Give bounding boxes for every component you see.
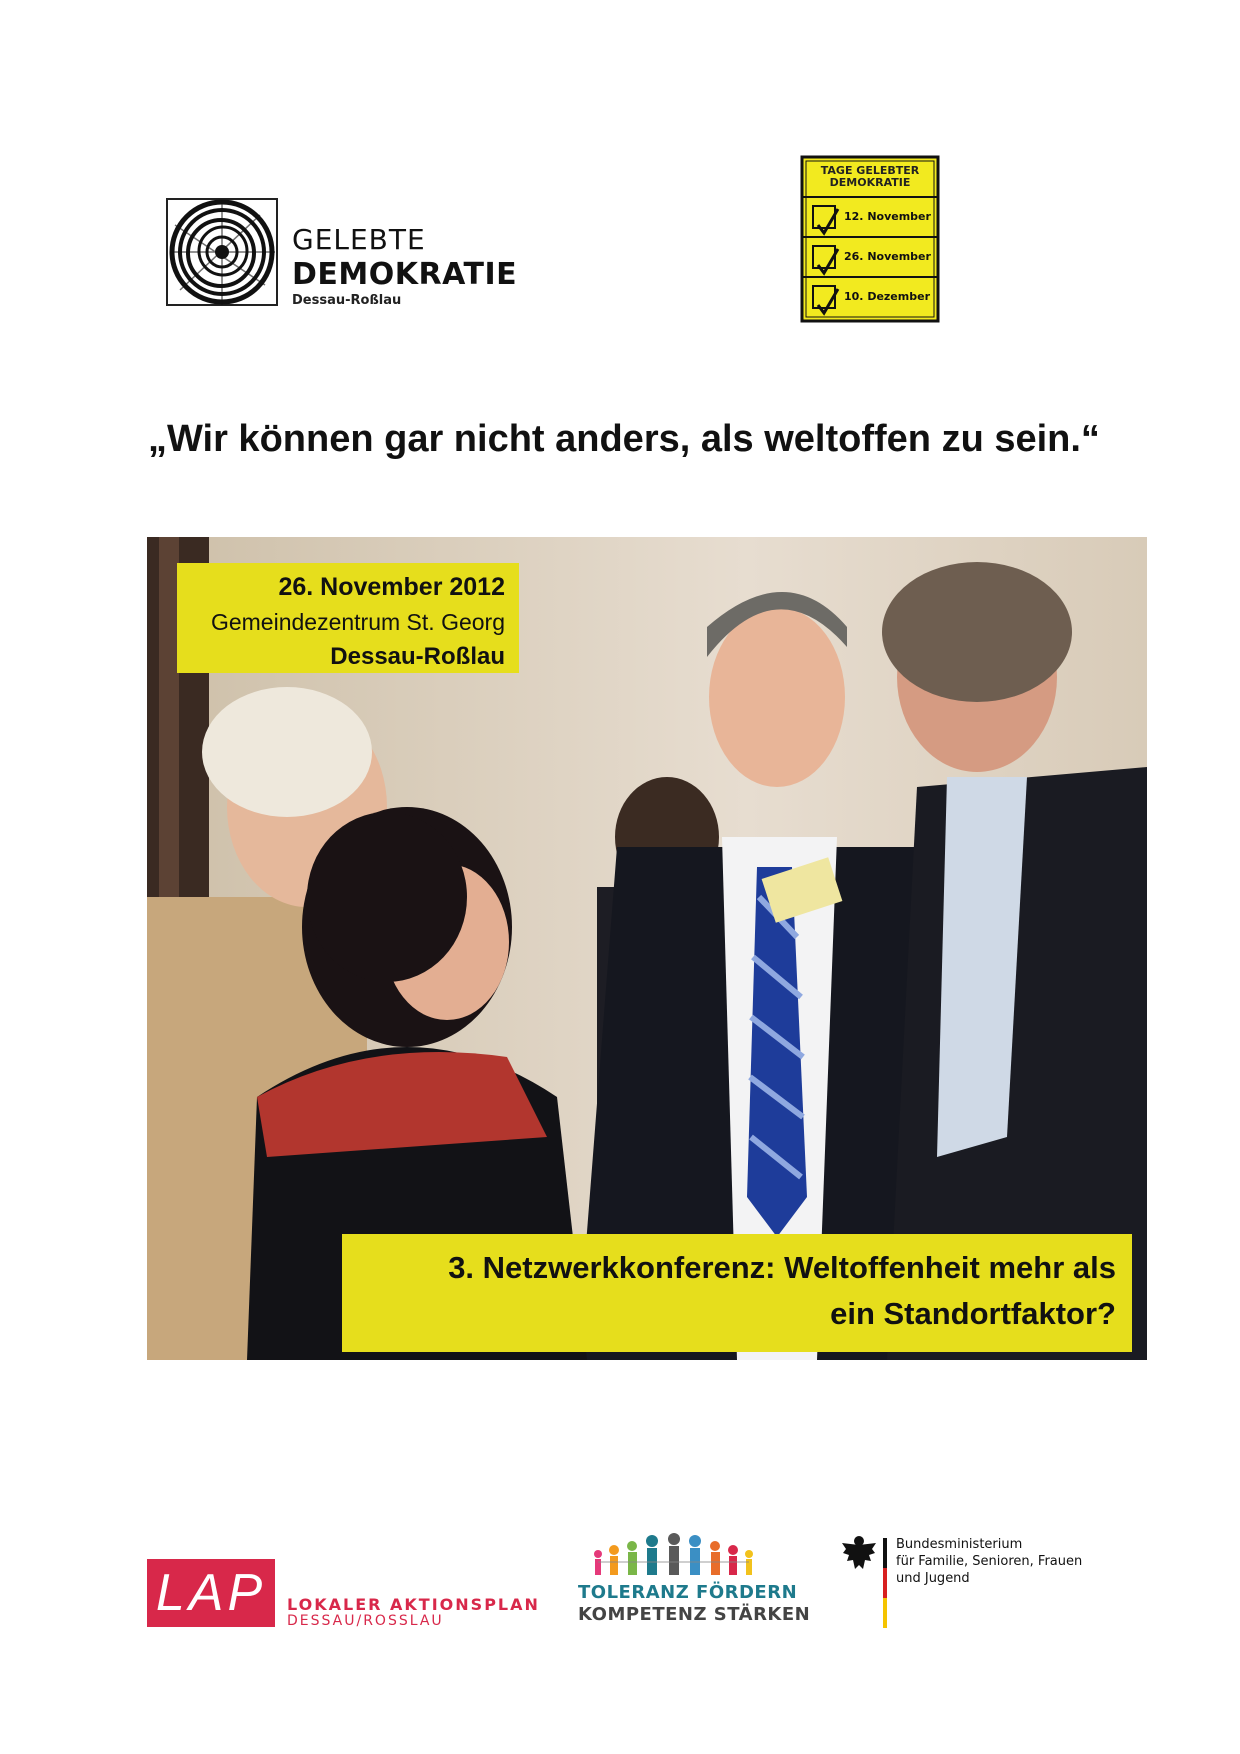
tage-gelebter-demokratie-logo [798,153,946,328]
lap-line1: LOKALER AKTIONSPLAN [287,1595,540,1614]
toleranz-line2: KOMPETENZ STÄRKEN [578,1604,811,1625]
checkbox-checked-icon [812,245,836,269]
tage-date-label: 26. November [844,250,931,263]
scribble-circle-icon [165,195,280,310]
logo-line-city: Dessau-Roßlau [292,293,402,308]
gelebte-demokratie-logo [165,195,518,315]
event-date-box [177,563,519,673]
german-flag-bar [883,1538,887,1628]
event-venue: Gemeindezentrum St. Georg [210,609,505,635]
ministry-logo [840,1533,1083,1633]
toleranz-logo [578,1532,811,1632]
checkbox-checked-icon [812,285,836,309]
tage-title [812,165,928,189]
conference-title-line2: ein Standortfaktor? [830,1296,1116,1331]
tage-date-row [810,241,934,273]
logo-line-demokratie: DEMOKRATIE [292,257,518,292]
tage-date-row [810,281,934,313]
headline-quote: „Wir können gar nicht anders, als weltoffen zu sein.“ [148,418,1100,460]
federal-eagle-icon [840,1533,878,1573]
lap-mark: LAP [155,1564,267,1622]
ministry-name [896,1536,1082,1587]
event-photo [147,537,1147,1360]
conference-title-line1: 3. Netzwerkkonferenz: Weltoffenheit mehr als [448,1250,1116,1285]
event-date: 26. November 2012 [278,573,505,601]
tage-date-row [810,201,934,233]
tage-title-line1: TAGE GELEBTER [820,164,920,177]
logo-line-gelebte: GELEBTE [292,223,426,256]
conference-title-box [342,1234,1132,1352]
toleranz-line1: TOLERANZ FÖRDERN [578,1582,798,1603]
lap-line2: DESSAU/ROSSLAU [287,1613,444,1629]
tage-date-label: 12. November [844,210,931,223]
tage-date-label: 10. Dezember [844,290,930,303]
people-chain-icon [578,1532,768,1582]
checkbox-checked-icon [812,205,836,229]
ministry-line2: für Familie, Senioren, Frauen [896,1554,1083,1569]
tage-title-line2: DEMOKRATIE [829,176,911,189]
event-city: Dessau-Roßlau [330,643,505,670]
ministry-line3: und Jugend [896,1571,970,1586]
ministry-line1: Bundesministerium [896,1537,1023,1552]
lap-logo [147,1559,540,1631]
